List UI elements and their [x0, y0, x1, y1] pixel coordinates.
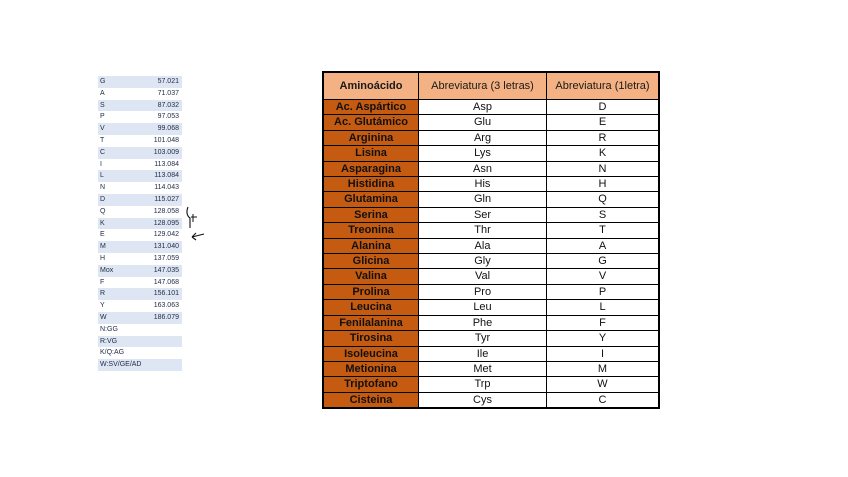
amino-acid-name: Leucina	[323, 300, 419, 315]
table-row	[323, 361, 659, 376]
header-amino-acid: Aminoácido	[323, 72, 419, 100]
residue-code: C	[98, 147, 148, 159]
mass-list-row	[98, 206, 182, 218]
abbr-3-letter: Tyr	[419, 331, 547, 346]
amino-acid-name: Glutamina	[323, 192, 419, 207]
residue-mass: 114.043	[148, 182, 182, 194]
residue-code: S	[98, 100, 148, 112]
residue-mass: 186.079	[148, 312, 182, 324]
amino-acid-name: Glicina	[323, 254, 419, 269]
abbr-3-letter: His	[419, 177, 547, 192]
mass-list-row	[98, 324, 182, 336]
abbr-1-letter: W	[547, 377, 660, 392]
table-row	[323, 392, 659, 408]
table-row	[323, 192, 659, 207]
mass-list-row	[98, 194, 182, 206]
amino-acid-name: Prolina	[323, 284, 419, 299]
residue-mass: 71.037	[148, 88, 182, 100]
amino-acid-name: Fenilalanina	[323, 315, 419, 330]
abbr-1-letter: D	[547, 100, 660, 115]
residue-code: N	[98, 182, 148, 194]
abbr-1-letter: Y	[547, 331, 660, 346]
abbr-3-letter: Gln	[419, 192, 547, 207]
abbr-3-letter: Lys	[419, 146, 547, 161]
abbr-3-letter: Val	[419, 269, 547, 284]
abbr-3-letter: Ser	[419, 207, 547, 222]
abbr-1-letter: N	[547, 161, 660, 176]
table-row	[323, 115, 659, 130]
table-row	[323, 177, 659, 192]
abbr-3-letter: Phe	[419, 315, 547, 330]
residue-mass: 103.009	[148, 147, 182, 159]
table-row	[323, 284, 659, 299]
residue-code: V	[98, 123, 148, 135]
abbr-3-letter: Gly	[419, 254, 547, 269]
residue-mass: 128.095	[148, 218, 182, 230]
abbr-1-letter: A	[547, 238, 660, 253]
amino-acid-name: Ac. Glutámico	[323, 115, 419, 130]
header-abbr-3: Abreviatura (3 letras)	[419, 72, 547, 100]
residue-mass: 163.063	[148, 300, 182, 312]
table-row	[323, 100, 659, 115]
residue-mass: 156.101	[148, 288, 182, 300]
table-row	[323, 254, 659, 269]
table-row	[323, 331, 659, 346]
table-row	[323, 269, 659, 284]
abbr-3-letter: Trp	[419, 377, 547, 392]
table-row	[323, 130, 659, 145]
mass-list-row	[98, 111, 182, 123]
abbr-1-letter: K	[547, 146, 660, 161]
table-header-row	[323, 72, 659, 100]
residue-code: Y	[98, 300, 148, 312]
mass-list-row	[98, 147, 182, 159]
residue-mass: 97.053	[148, 111, 182, 123]
residue-code: T	[98, 135, 148, 147]
mass-list-row	[98, 277, 182, 289]
abbr-1-letter: C	[547, 392, 660, 408]
residue-mass: 129.042	[148, 229, 182, 241]
mass-list-row	[98, 347, 182, 359]
residue-code: F	[98, 277, 148, 289]
mass-list-row	[98, 359, 182, 371]
residue-mass: 99.068	[148, 123, 182, 135]
table-row	[323, 161, 659, 176]
mass-list-row	[98, 265, 182, 277]
amino-acid-name: Arginina	[323, 130, 419, 145]
mass-list-row	[98, 218, 182, 230]
amino-acid-name: Histidina	[323, 177, 419, 192]
residue-mass: 137.059	[148, 253, 182, 265]
abbr-3-letter: Leu	[419, 300, 547, 315]
abbr-3-letter: Glu	[419, 115, 547, 130]
residue-mass: 147.068	[148, 277, 182, 289]
residue-mass: 115.027	[148, 194, 182, 206]
mass-list-body	[98, 76, 182, 371]
residue-code: I	[98, 159, 148, 171]
residue-mass	[148, 359, 182, 371]
table-row	[323, 207, 659, 222]
abbr-1-letter: M	[547, 361, 660, 376]
abbr-1-letter: E	[547, 115, 660, 130]
residue-code: R:VG	[98, 336, 148, 348]
amino-acid-name: Alanina	[323, 238, 419, 253]
residue-code: L	[98, 170, 148, 182]
mass-list	[98, 76, 182, 371]
residue-mass: 113.084	[148, 170, 182, 182]
abbr-1-letter: V	[547, 269, 660, 284]
amino-acid-name: Valina	[323, 269, 419, 284]
amino-acid-name: Triptofano	[323, 377, 419, 392]
header-abbr-1: Abreviatura (1letra)	[547, 72, 660, 100]
residue-code: W:SV/GE/AD	[98, 359, 148, 371]
mass-list-row	[98, 76, 182, 88]
mass-list-row	[98, 100, 182, 112]
abbr-1-letter: P	[547, 284, 660, 299]
residue-mass: 57.021	[148, 76, 182, 88]
mass-list-row	[98, 241, 182, 253]
residue-code: K	[98, 218, 148, 230]
abbr-1-letter: G	[547, 254, 660, 269]
residue-mass: 113.084	[148, 159, 182, 171]
abbr-1-letter: R	[547, 130, 660, 145]
residue-mass	[148, 324, 182, 336]
mass-list-row	[98, 159, 182, 171]
residue-mass: 147.035	[148, 265, 182, 277]
abbr-3-letter: Ile	[419, 346, 547, 361]
abbr-3-letter: Met	[419, 361, 547, 376]
abbr-1-letter: I	[547, 346, 660, 361]
abbr-3-letter: Pro	[419, 284, 547, 299]
abbr-1-letter: T	[547, 223, 660, 238]
residue-mass: 128.058	[148, 206, 182, 218]
abbr-3-letter: Asn	[419, 161, 547, 176]
residue-code: W	[98, 312, 148, 324]
residue-code: P	[98, 111, 148, 123]
residue-mass: 87.032	[148, 100, 182, 112]
residue-code: D	[98, 194, 148, 206]
table-row	[323, 223, 659, 238]
amino-acid-name: Serina	[323, 207, 419, 222]
mass-list-row	[98, 300, 182, 312]
table-row	[323, 377, 659, 392]
abbr-3-letter: Thr	[419, 223, 547, 238]
mass-list-row	[98, 123, 182, 135]
mass-list-row	[98, 182, 182, 194]
table-row	[323, 300, 659, 315]
abbr-1-letter: S	[547, 207, 660, 222]
residue-code: A	[98, 88, 148, 100]
abbr-1-letter: Q	[547, 192, 660, 207]
residue-code: Q	[98, 206, 148, 218]
mass-list-row	[98, 312, 182, 324]
table-row	[323, 146, 659, 161]
amino-acid-table	[322, 71, 660, 409]
abbr-3-letter: Ala	[419, 238, 547, 253]
residue-code: M	[98, 241, 148, 253]
residue-mass: 101.048	[148, 135, 182, 147]
residue-code: K/Q:AG	[98, 347, 148, 359]
residue-code: G	[98, 76, 148, 88]
mass-list-row	[98, 135, 182, 147]
abbr-1-letter: L	[547, 300, 660, 315]
residue-code: Mox	[98, 265, 148, 277]
residue-code: N:GG	[98, 324, 148, 336]
amino-acid-name: Ac. Aspártico	[323, 100, 419, 115]
amino-acid-name: Cisteina	[323, 392, 419, 408]
residue-code: R	[98, 288, 148, 300]
residue-mass	[148, 336, 182, 348]
residue-code: E	[98, 229, 148, 241]
residue-mass	[148, 347, 182, 359]
amino-acid-name: Metionina	[323, 361, 419, 376]
table-row	[323, 315, 659, 330]
amino-acid-name: Lisina	[323, 146, 419, 161]
mass-list-row	[98, 88, 182, 100]
abbr-3-letter: Cys	[419, 392, 547, 408]
amino-acid-table-body	[323, 100, 659, 409]
table-row	[323, 346, 659, 361]
mass-list-row	[98, 336, 182, 348]
abbr-3-letter: Arg	[419, 130, 547, 145]
mass-list-row	[98, 229, 182, 241]
abbr-1-letter: F	[547, 315, 660, 330]
amino-acid-name: Tirosina	[323, 331, 419, 346]
mass-list-row	[98, 253, 182, 265]
amino-acid-name: Asparagina	[323, 161, 419, 176]
amino-acid-name: Isoleucina	[323, 346, 419, 361]
residue-mass: 131.040	[148, 241, 182, 253]
residue-code: H	[98, 253, 148, 265]
mass-list-row	[98, 170, 182, 182]
mass-list-row	[98, 288, 182, 300]
amino-acid-name: Treonina	[323, 223, 419, 238]
abbr-3-letter: Asp	[419, 100, 547, 115]
handwritten-annotation	[184, 204, 214, 244]
table-row	[323, 238, 659, 253]
abbr-1-letter: H	[547, 177, 660, 192]
